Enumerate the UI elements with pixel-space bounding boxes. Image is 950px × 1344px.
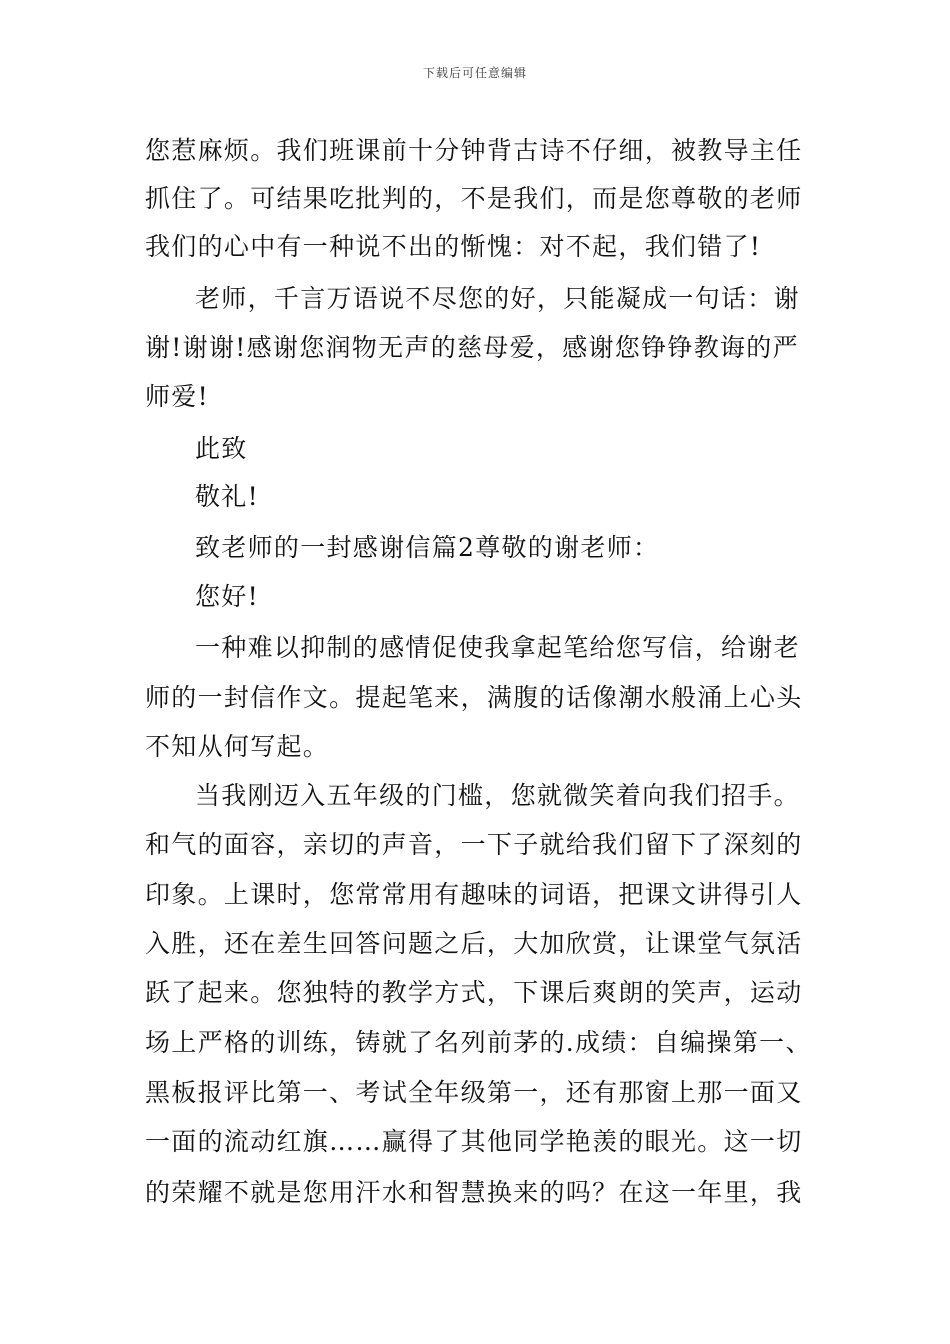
text-line: 一种难以抑制的感情促使我拿起笔给您写信，给谢老 — [195, 633, 800, 662]
text-line: 不知从何写起。 — [145, 732, 330, 761]
text-line: 我们的心中有一种说不出的惭愧：对不起，我们错了! — [145, 232, 762, 261]
text-line: 致老师的一封感谢信篇2尊敬的谢老师： — [195, 533, 660, 562]
text-line: 黑板报评比第一、考试全年级第一，还有那窗上那一面又 — [145, 1078, 803, 1107]
text-line: 谢!谢谢!感谢您润物无声的慈母爱，感谢您铮铮教诲的严 — [145, 333, 799, 362]
text-line: 师爱! — [145, 382, 209, 411]
text-line: 师的一封信作文。提起笔来，满腹的话像潮水般涌上心头 — [145, 683, 803, 712]
text-line: 一面的流动红旗……赢得了其他同学艳羡的眼光。这一切 — [145, 1127, 803, 1156]
text-line: 入胜，还在差生回答问题之后，大加欣赏，让课堂气氛活 — [145, 929, 803, 958]
text-line: 您惹麻烦。我们班课前十分钟背古诗不仔细，被教导主任 — [145, 136, 803, 165]
text-line: 当我刚迈入五年级的门槛，您就微笑着向我们招手。 — [195, 781, 800, 810]
text-line: 的荣耀不就是您用汗水和智慧换来的吗？在这一年里，我 — [145, 1178, 803, 1207]
text-line: 场上严格的训练，铸就了名列前茅的.成绩：自编操第一、 — [145, 1028, 812, 1057]
text-line: 印象。上课时，您常常用有趣味的词语，把课文讲得引人 — [145, 880, 803, 909]
text-line: 跃了起来。您独特的教学方式，下课后爽朗的笑声，运动 — [145, 978, 803, 1007]
text-line: 您好! — [195, 582, 259, 611]
text-line: 和气的面容，亲切的声音，一下子就给我们留下了深刻的 — [145, 830, 803, 859]
text-line: 此致 — [195, 434, 248, 463]
page-header: 下载后可任意编辑 — [422, 66, 527, 80]
text-line: 抓住了。可结果吃批判的，不是我们，而是您尊敬的老师 — [145, 184, 803, 213]
text-line: 老师，千言万语说不尽您的好，只能凝成一句话：谢 — [195, 284, 800, 313]
text-line: 敬礼! — [195, 482, 259, 511]
